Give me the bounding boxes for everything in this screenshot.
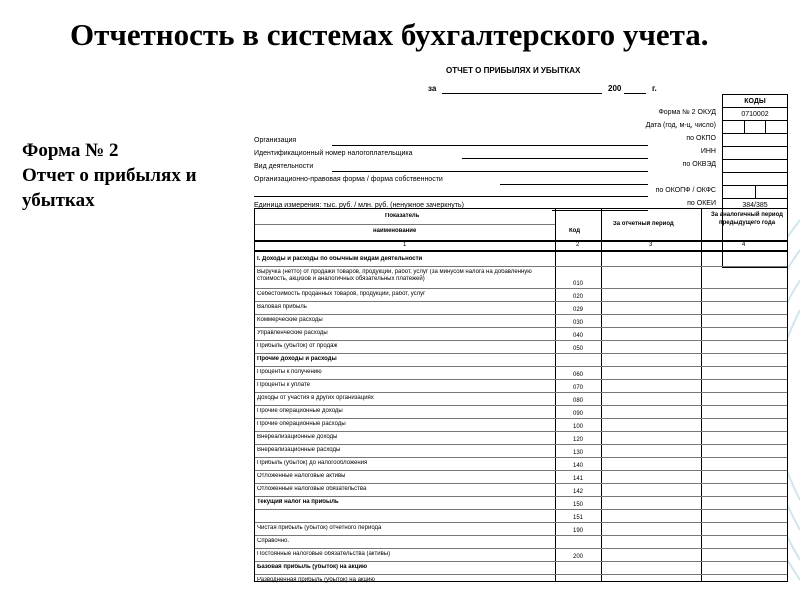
table-row-name: Прибыль (убыток) от продаж: [257, 343, 338, 349]
table-cell-current[interactable]: [602, 288, 700, 301]
table-row-name: Постоянные налоговые обязательства (активы): [257, 551, 391, 557]
org-field-inn: Идентификационный номер налогоплательщика: [254, 150, 413, 157]
table-cell-current[interactable]: [602, 522, 700, 535]
period-year: 200: [608, 84, 622, 93]
table-cell-current[interactable]: [602, 392, 700, 405]
table-cell-previous[interactable]: [702, 444, 786, 457]
table-row-name: Коммерческие расходы: [257, 317, 323, 323]
table-row-code: 151: [572, 515, 583, 521]
table-cell-previous[interactable]: [702, 561, 786, 574]
table-cell-previous[interactable]: [702, 266, 786, 288]
col-number-3: 3: [649, 242, 653, 248]
col-number-4: 4: [742, 242, 746, 248]
col-number-2: 2: [576, 242, 580, 248]
table-cell-current[interactable]: [602, 405, 700, 418]
table-row-code: 190: [572, 528, 583, 534]
table-row-code: 060: [572, 372, 583, 378]
table-row-code: 150: [572, 502, 583, 508]
header-current: За отчетный период: [613, 221, 674, 227]
code-inn[interactable]: [723, 146, 787, 160]
table-cell-current[interactable]: [602, 266, 700, 288]
code-label-date: Дата (год, м-ц, число): [645, 122, 716, 129]
table-row-code: 141: [572, 476, 583, 482]
org-field-activity: Вид деятельности: [254, 163, 314, 170]
table-row-code: 010: [572, 281, 583, 287]
table-cell-previous[interactable]: [702, 253, 786, 266]
table-row-code: 050: [572, 346, 583, 352]
code-label-inn: ИНН: [700, 148, 716, 155]
table-cell-current[interactable]: [602, 431, 700, 444]
table-cell-current[interactable]: [602, 444, 700, 457]
table-cell-current[interactable]: [602, 561, 700, 574]
code-label-okopf: по ОКОПФ / ОКФС: [655, 187, 716, 194]
table-row-name: Валовая прибыль: [257, 304, 307, 310]
table-cell-current[interactable]: [602, 253, 700, 266]
table-cell-previous[interactable]: [702, 548, 786, 561]
table-row-name: Проценты к получению: [257, 369, 322, 375]
table-row-name: Отложенные налоговые активы: [257, 473, 346, 479]
table-cell-previous[interactable]: [702, 314, 786, 327]
table-cell-previous[interactable]: [702, 405, 786, 418]
form-heading: ОТЧЕТ О ПРИБЫЛЯХ И УБЫТКАХ: [446, 66, 581, 75]
table-cell-previous[interactable]: [702, 535, 786, 548]
table-row-code: 142: [572, 489, 583, 495]
org-field-unit: Единица измерения: тыс. руб. / млн. руб. (ненужное зачеркнуть): [254, 202, 464, 209]
table-cell-previous[interactable]: [702, 496, 786, 509]
code-okud[interactable]: 0710002: [723, 107, 787, 121]
subtitle-line-1: Форма № 2: [22, 140, 119, 161]
header-previous: За аналогичный период предыдущего года: [711, 212, 783, 226]
table-cell-previous[interactable]: [702, 522, 786, 535]
table-row-code: 090: [572, 411, 583, 417]
code-label-okpo: по ОКПО: [686, 135, 716, 142]
table-cell-previous[interactable]: [702, 392, 786, 405]
table-row-code: 070: [572, 385, 583, 391]
table-row-name: Базовая прибыль (убыток) на акцию: [257, 564, 368, 570]
table-row-name: Прочие доходы и расходы: [257, 356, 337, 362]
table-row-name: Внереализационные расходы: [257, 447, 341, 453]
table-row-name: Прибыль (убыток) до налогообложения: [257, 460, 368, 466]
table-cell-previous[interactable]: [702, 574, 786, 587]
table-row-name: Внереализационные доходы: [257, 434, 338, 440]
table-cell-current[interactable]: [602, 327, 700, 340]
table-row-name: Выручка (нетто) от продажи товаров, продукции, работ, услуг (за минусом налога на добавленную стоимость, акцизов и аналогичных обязательных платежей): [257, 269, 532, 282]
table-row-name: Отложенные налоговые обязательства: [257, 486, 367, 492]
table-row-name: Разводненная прибыль (убыток) на акцию: [257, 577, 375, 583]
header-code: Код: [569, 228, 581, 234]
table-row-code: 020: [572, 294, 583, 300]
table-cell-current[interactable]: [602, 509, 700, 522]
table-row-name: Чистая прибыль (убыток) отчетного периода: [257, 525, 382, 531]
table-row-name: Себестоимость проданных товаров, продукции, работ, услуг: [257, 291, 426, 297]
period-prefix: за: [428, 84, 437, 93]
code-label-okei: по ОКЕИ: [687, 200, 716, 207]
subtitle-line-2: Отчет о прибылях и: [22, 165, 197, 186]
table-row-code: 200: [572, 554, 583, 560]
table-row-name: Проценты к уплате: [257, 382, 310, 388]
code-label-okud: Форма № 2 ОКУД: [658, 109, 716, 116]
subtitle-line-3: убытках: [22, 190, 95, 211]
code-okei[interactable]: 384/385: [723, 198, 787, 212]
code-label-okved: по ОКВЭД: [682, 161, 716, 168]
table-cell-current[interactable]: [602, 366, 700, 379]
table-row-code: 120: [572, 437, 583, 443]
code-blank[interactable]: [723, 172, 787, 186]
table-cell-current[interactable]: [602, 301, 700, 314]
table-cell-previous[interactable]: [702, 431, 786, 444]
report-table: [254, 208, 788, 582]
table-cell-previous[interactable]: [702, 366, 786, 379]
table-cell-previous[interactable]: [702, 327, 786, 340]
code-okpo[interactable]: [723, 133, 787, 147]
header-indicator: Показатель: [385, 213, 420, 219]
table-row-code: 140: [572, 463, 583, 469]
table-row-code: 040: [572, 333, 583, 339]
table-row-name: Справочно.: [257, 538, 290, 544]
table-cell-previous[interactable]: [702, 418, 786, 431]
table-cell-previous[interactable]: [702, 457, 786, 470]
table-cell-current[interactable]: [602, 314, 700, 327]
table-cell-previous[interactable]: [702, 353, 786, 366]
table-cell-current[interactable]: [602, 470, 700, 483]
table-row-code: 080: [572, 398, 583, 404]
table-cell-current[interactable]: [602, 535, 700, 548]
table-row-name: Прочие операционные доходы: [257, 408, 343, 414]
table-cell-previous[interactable]: [702, 340, 786, 353]
table-row-name: Текущий налог на прибыль: [257, 499, 339, 505]
slide-title: Отчетность в системах бухгалтерского учета.: [70, 17, 709, 52]
table-row-name: Прочие операционные расходы: [257, 421, 346, 427]
period-suffix: г.: [652, 84, 657, 93]
col-number-1: 1: [403, 242, 407, 248]
table-cell-previous[interactable]: [702, 379, 786, 392]
code-okved[interactable]: [723, 159, 787, 173]
table-row-name: Управленческие расходы: [257, 330, 328, 336]
code-okopf[interactable]: [723, 185, 787, 199]
table-cell-current[interactable]: [602, 457, 700, 470]
table-cell-current[interactable]: [602, 418, 700, 431]
table-cell-current[interactable]: [602, 353, 700, 366]
table-cell-previous[interactable]: [702, 483, 786, 496]
table-cell-previous[interactable]: [702, 301, 786, 314]
table-row-code: 130: [572, 450, 583, 456]
table-cell-previous[interactable]: [702, 470, 786, 483]
report-form: [252, 58, 788, 582]
table-cell-current[interactable]: [602, 574, 700, 587]
org-field-organization: Организация: [254, 137, 297, 144]
table-row-name: I. Доходы и расходы по обычным видам деятельности: [257, 256, 423, 262]
code-date[interactable]: [723, 120, 787, 134]
slide-subtitle: [22, 138, 252, 213]
header-name: наименование: [373, 228, 417, 234]
table-row-code: 100: [572, 424, 583, 430]
table-cell-previous[interactable]: [702, 288, 786, 301]
table-cell-current[interactable]: [602, 483, 700, 496]
table-row-name: Доходы от участия в других организациях: [257, 395, 374, 401]
table-cell-previous[interactable]: [702, 509, 786, 522]
table-cell-current[interactable]: [602, 496, 700, 509]
table-cell-current[interactable]: [602, 379, 700, 392]
table-row-code: 029: [572, 307, 583, 313]
table-cell-current[interactable]: [602, 340, 700, 353]
org-field-legal-form: Организационно-правовая форма / форма собственности: [254, 176, 443, 183]
table-cell-current[interactable]: [602, 548, 700, 561]
table-row-code: 030: [572, 320, 583, 326]
codes-title: КОДЫ: [744, 98, 766, 105]
